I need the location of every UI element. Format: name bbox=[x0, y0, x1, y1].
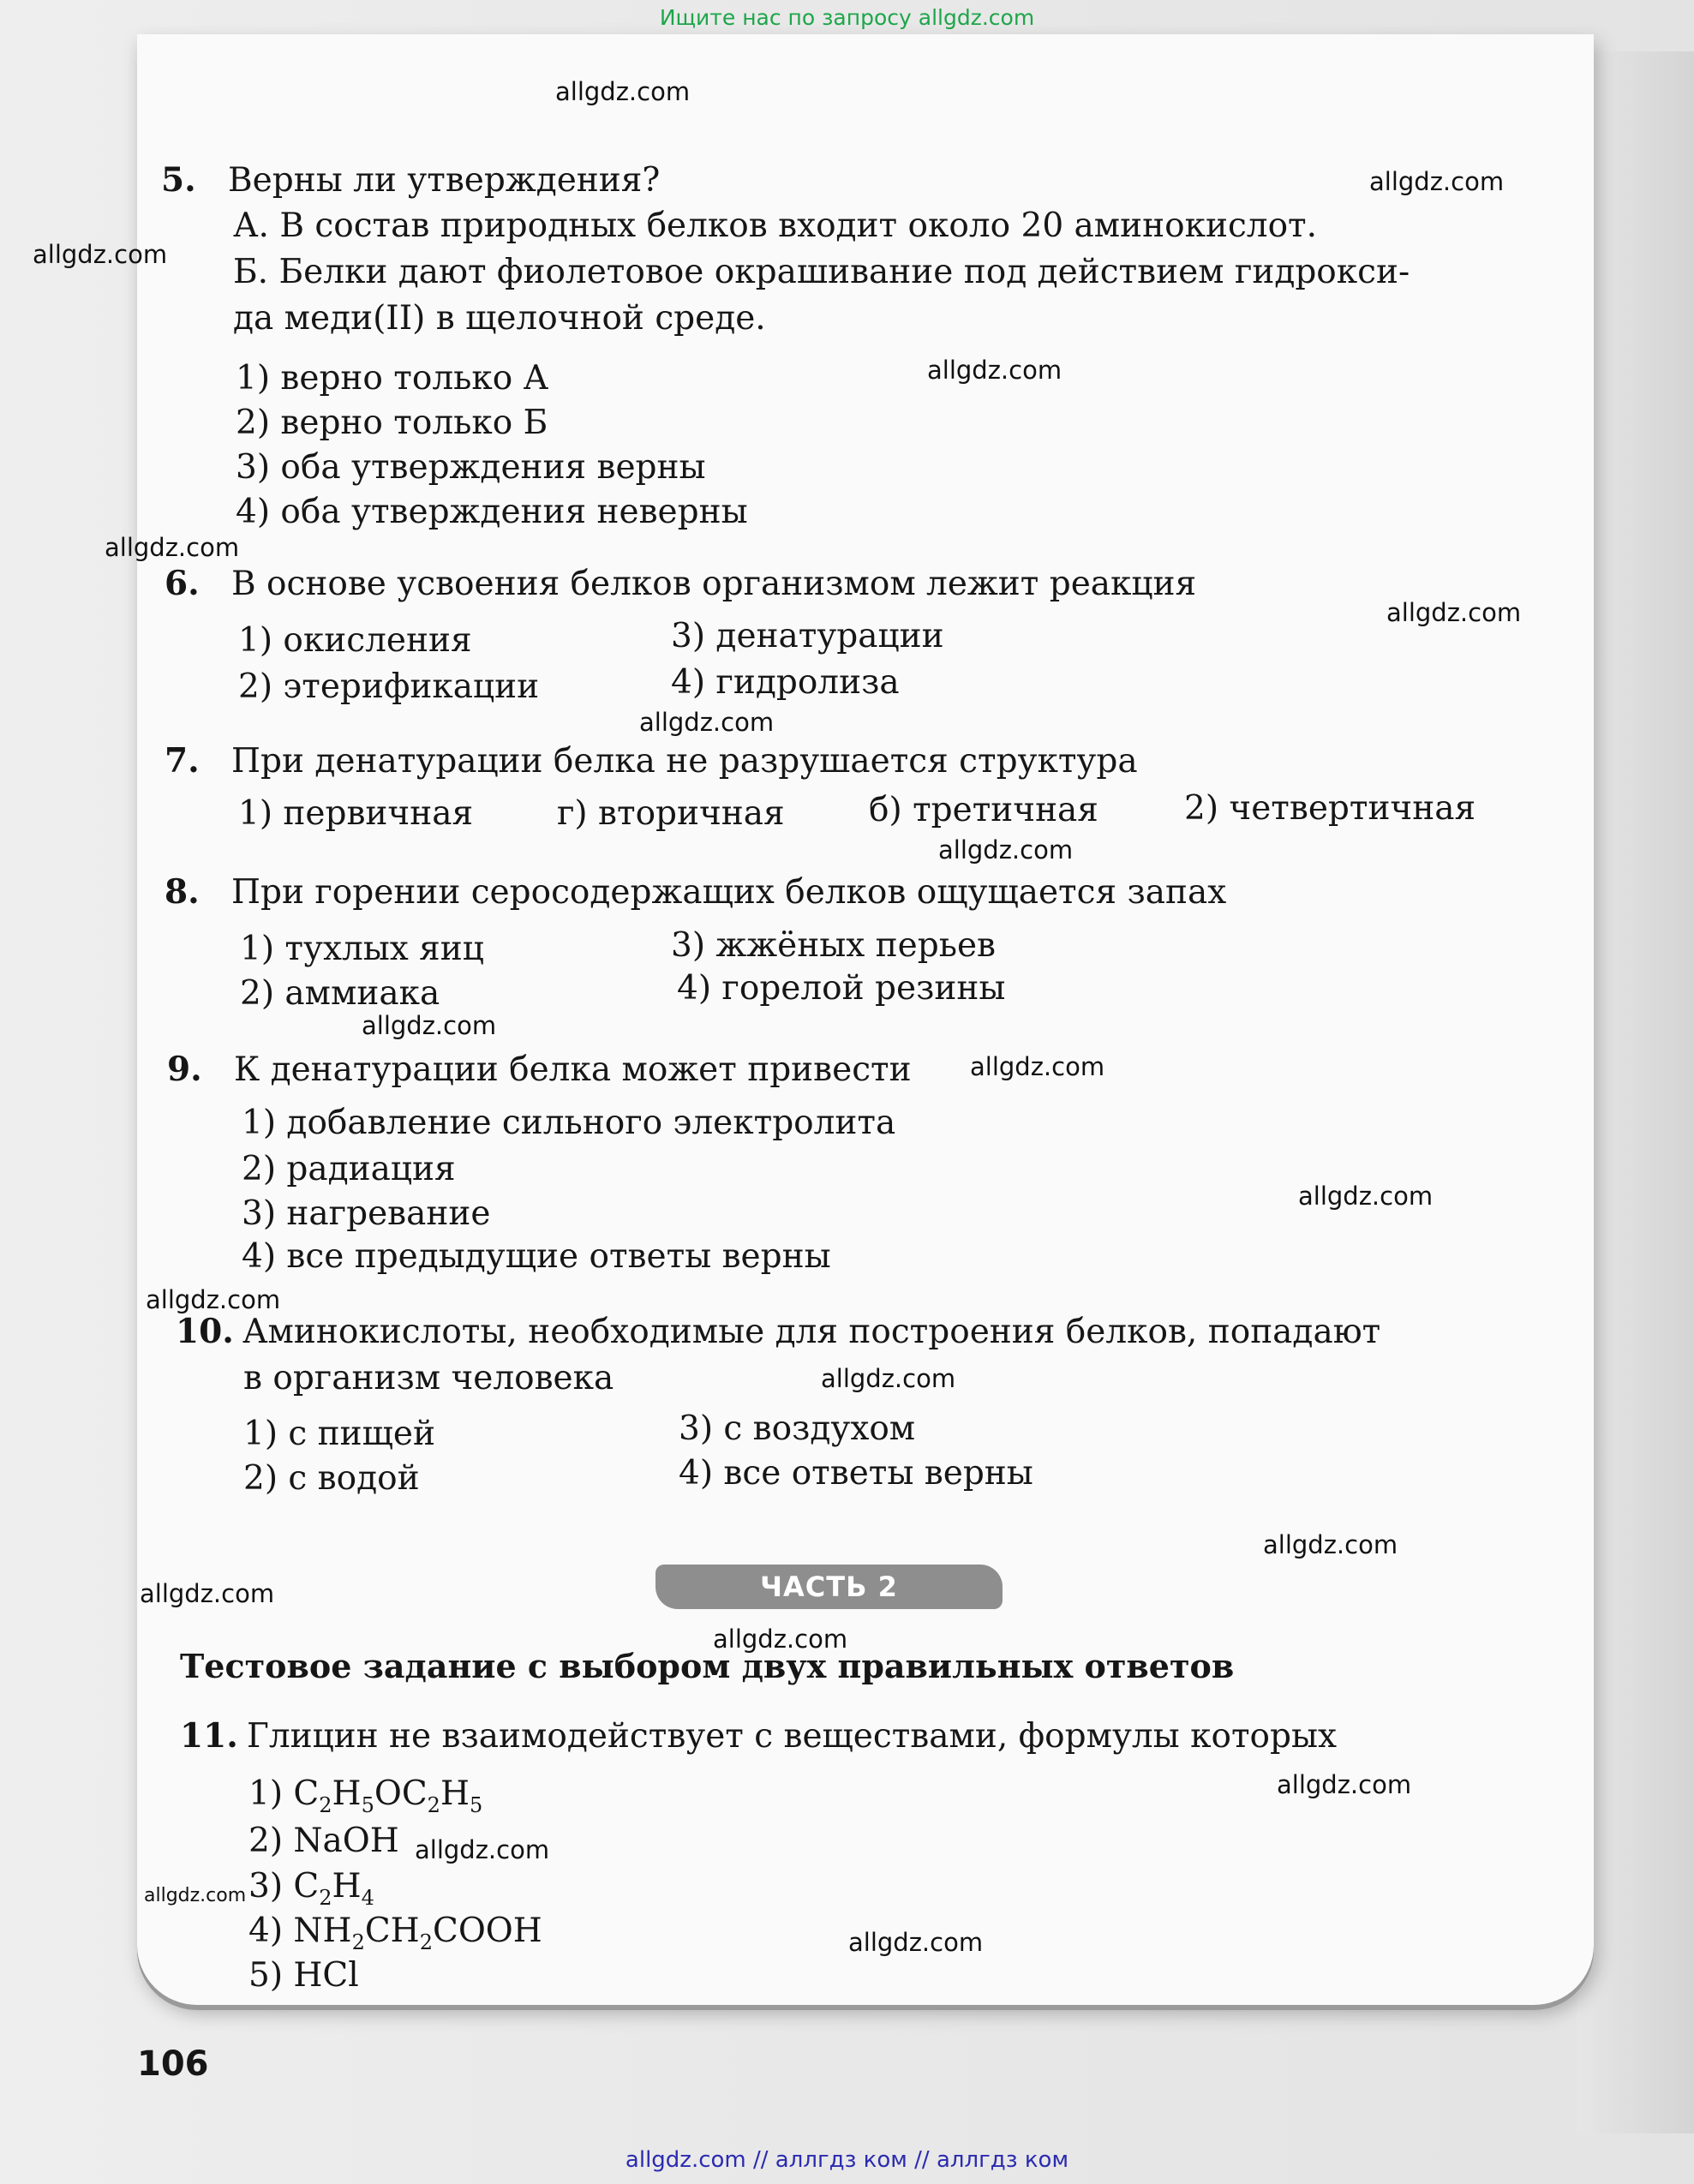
watermark: allgdz.com bbox=[146, 1285, 281, 1314]
q9-option-3: 3) нагревание bbox=[242, 1194, 491, 1233]
watermark: allgdz.com bbox=[555, 77, 691, 106]
section-title: Тестовое задание с выбором двух правильных ответов bbox=[180, 1647, 1235, 1685]
watermark: allgdz.com bbox=[848, 1928, 984, 1957]
part-2-badge: ЧАСТЬ 2 bbox=[655, 1565, 1003, 1609]
q5-option-2: 2) верно только Б bbox=[236, 404, 548, 442]
q5-statement-a: А. В состав природных белков входит около 20 аминокислот. bbox=[233, 206, 1318, 245]
watermark: allgdz.com bbox=[639, 708, 775, 737]
watermark: allgdz.com bbox=[105, 533, 240, 562]
bottom-banner[interactable]: allgdz.com // аллгдз ком // аллгдз ком bbox=[625, 2147, 1069, 2173]
question-7: 7. При денатурации белка не разрушается структура bbox=[165, 741, 1138, 781]
q7-option-1: 1) первичная bbox=[238, 794, 474, 833]
q7-option-2: 2) четвертичная bbox=[1184, 789, 1476, 828]
q8-option-4: 4) горелой резины bbox=[677, 969, 1006, 1008]
q11-option-5: 5) HCl bbox=[248, 1956, 359, 1995]
watermark: allgdz.com bbox=[1369, 167, 1505, 196]
q6-option-3: 3) денатурации bbox=[671, 617, 944, 655]
watermark: allgdz.com bbox=[415, 1835, 550, 1864]
watermark: allgdz.com bbox=[1277, 1770, 1412, 1799]
question-6: 6. В основе усвоения белков организмом лежит реакция bbox=[165, 564, 1197, 603]
watermark: allgdz.com bbox=[821, 1364, 956, 1393]
q10-text-cont: в организм человека bbox=[243, 1359, 614, 1397]
q9-option-4: 4) все предыдущие ответы верны bbox=[242, 1237, 831, 1276]
q8-option-3: 3) жжёных перьев bbox=[671, 926, 996, 965]
watermark: allgdz.com bbox=[970, 1052, 1105, 1081]
q11-option-2: 2) NaOH bbox=[248, 1822, 399, 1860]
q5-option-3: 3) оба утверждения верны bbox=[236, 448, 706, 487]
watermark: allgdz.com bbox=[1298, 1182, 1434, 1211]
watermark: allgdz.com bbox=[33, 240, 168, 269]
watermark: allgdz.com bbox=[144, 1885, 247, 1906]
question-8: 8. При горении серосодержащих белков ощущается запах bbox=[165, 872, 1227, 912]
page-number: 106 bbox=[137, 2044, 209, 2084]
question-11: 11. Глицин не взаимодействует с веществами, формулы которых bbox=[180, 1716, 1338, 1756]
watermark: allgdz.com bbox=[1263, 1530, 1398, 1559]
q11-option-1: 1) $C_2H_5OC_2H_5$ bbox=[248, 1774, 483, 1817]
q11-option-4: 4) $NH_2CH_2COOH$ bbox=[248, 1912, 542, 1954]
watermark: allgdz.com bbox=[938, 835, 1074, 865]
q7-option-b: б) третичная bbox=[869, 791, 1098, 829]
q6-option-2: 2) этерификации bbox=[238, 667, 540, 706]
book-spine bbox=[1577, 51, 1694, 2133]
q11-option-3: 3) $C_2H_4$ bbox=[248, 1867, 374, 1910]
q10-option-1: 1) с пищей bbox=[243, 1415, 435, 1453]
q10-option-2: 2) с водой bbox=[243, 1459, 420, 1498]
q7-option-g: г) вторичная bbox=[557, 794, 785, 833]
question-9: 9. К денатурации белка может привести bbox=[167, 1050, 912, 1089]
watermark: allgdz.com bbox=[1386, 598, 1522, 627]
q5-option-4: 4) оба утверждения неверны bbox=[236, 493, 748, 531]
q6-option-1: 1) окисления bbox=[238, 621, 472, 660]
q6-option-4: 4) гидролиза bbox=[671, 663, 900, 702]
question-5: 5. Верны ли утверждения? bbox=[161, 160, 661, 200]
watermark: allgdz.com bbox=[362, 1011, 497, 1040]
watermark: allgdz.com bbox=[713, 1625, 848, 1654]
question-10: 10. Аминокислоты, необходимые для построения белков, попадают bbox=[176, 1312, 1381, 1351]
q9-option-1: 1) добавление сильного электролита bbox=[242, 1104, 896, 1142]
watermark: allgdz.com bbox=[927, 356, 1062, 385]
q8-option-2: 2) аммиака bbox=[240, 974, 440, 1013]
q5-statement-b-cont: да меди(II) в щелочной среде. bbox=[233, 299, 766, 338]
q5-statement-b: Б. Белки дают фиолетовое окрашивание под действием гидрокси- bbox=[233, 253, 1410, 291]
q10-option-3: 3) с воздухом bbox=[679, 1409, 916, 1448]
q9-option-2: 2) радиация bbox=[242, 1150, 456, 1188]
q5-option-1: 1) верно только А bbox=[236, 359, 549, 398]
q10-option-4: 4) все ответы верны bbox=[679, 1454, 1033, 1493]
q8-option-1: 1) тухлых яиц bbox=[240, 930, 484, 968]
watermark: allgdz.com bbox=[140, 1579, 275, 1608]
top-banner[interactable]: Ищите нас по запросу allgdz.com bbox=[659, 5, 1035, 30]
